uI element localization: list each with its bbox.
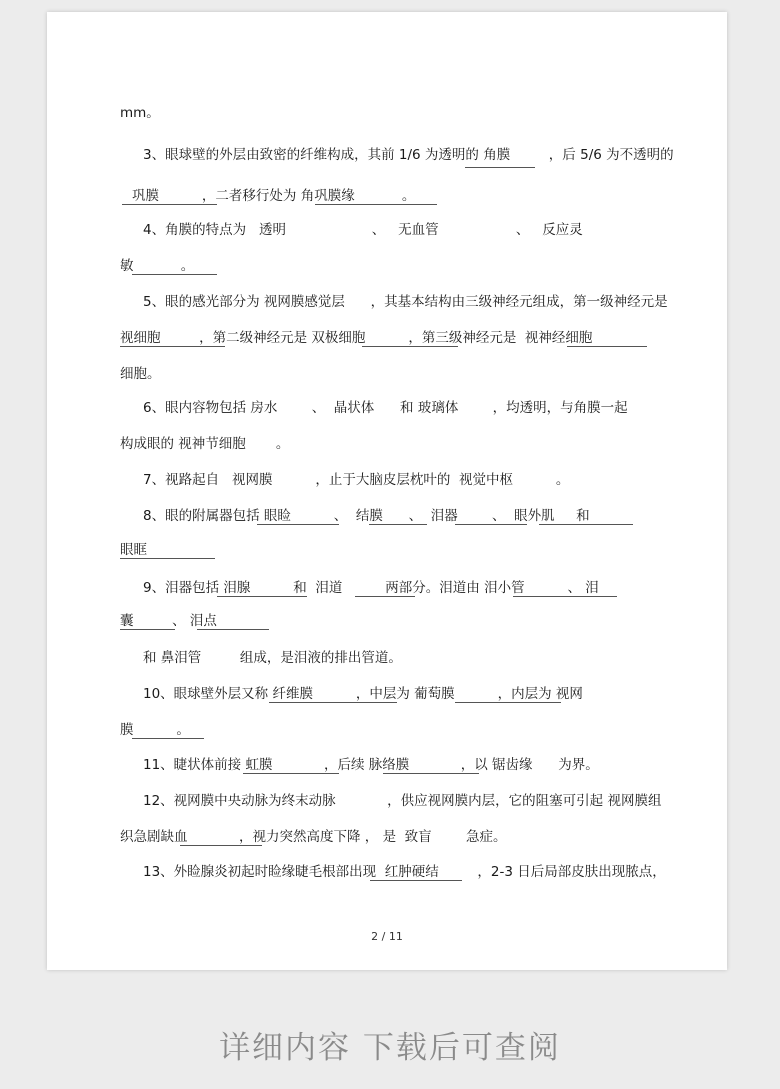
blank-underline	[455, 524, 527, 525]
blank-underline	[455, 702, 561, 703]
text-line: 敏 。	[120, 258, 195, 274]
blank-underline	[180, 845, 262, 846]
blank-underline	[257, 524, 339, 525]
blank-underline	[122, 204, 217, 205]
blank-underline	[369, 524, 427, 525]
blank-underline	[132, 738, 204, 739]
text-line: 和 鼻泪管 组成，是泪液的排出管道。	[143, 650, 402, 666]
text-line: 巩膜 ，二者移行处为 角巩膜缘 。	[132, 188, 416, 204]
text-line: 眼眶	[120, 542, 147, 558]
text-line: 3、眼球壁的外层由致密的纤维构成，其前 1/6 为透明的 角膜 ，后 5/6 为不透明的	[143, 147, 674, 163]
page-number: 2 / 11	[371, 930, 403, 943]
text-line: 6、眼内容物包括 房水 、 晶状体 和 玻璃体 ，均透明，与角膜一起	[143, 400, 628, 416]
footer-caption: 详细内容 下载后可查阅	[219, 1030, 561, 1066]
text-line: 9、泪器包括 泪腺 和 泪道 两部分。泪道由 泪小管 、 泪	[143, 580, 599, 596]
text-line: mm。	[120, 105, 160, 121]
blank-underline	[370, 880, 462, 881]
text-line: 囊 、 泪点	[120, 613, 217, 629]
blank-underline	[132, 274, 217, 275]
document-page	[47, 12, 727, 970]
text-line: 细胞。	[120, 366, 161, 382]
blank-underline	[539, 524, 633, 525]
blank-underline	[355, 596, 415, 597]
text-line: 11、睫状体前接 虹膜 ，后续 脉络膜 ，以 锯齿缘 为界。	[143, 757, 599, 773]
text-line: 5、眼的感光部分为 视网膜感觉层 ，其基本结构由三级神经元组成，第一级神经元是	[143, 294, 668, 310]
text-line: 8、眼的附属器包括 眼睑 、 结膜 、 泪器 、 眼外肌 和	[143, 508, 590, 524]
text-line: 膜 。	[120, 722, 190, 738]
text-line: 构成眼的 视神节细胞 。	[120, 436, 290, 452]
blank-underline	[120, 558, 215, 559]
blank-underline	[217, 596, 307, 597]
blank-underline	[243, 773, 339, 774]
blank-underline	[383, 773, 479, 774]
blank-underline	[120, 629, 175, 630]
text-line: 视细胞 ，第二级神经元是 双极细胞 ，第三级神经元是 视神经细胞	[120, 330, 593, 346]
blank-underline	[362, 346, 458, 347]
blank-underline	[269, 702, 397, 703]
blank-underline	[567, 346, 647, 347]
text-line: 13、外睑腺炎初起时睑缘睫毛根部出现 红肿硬结 ，2-3 日后局部皮肤出现脓点，	[143, 864, 666, 880]
blank-underline	[197, 629, 269, 630]
text-line: 7、视路起自 视网膜 ，止于大脑皮层枕叶的 视觉中枢 。	[143, 472, 570, 488]
text-line: 织急剧缺血 ，视力突然高度下降 ， 是 致盲 急症。	[120, 829, 507, 845]
text-line: 10、眼球壁外层又称 纤维膜 ，中层为 葡萄膜 ，内层为 视网	[143, 686, 583, 702]
blank-underline	[120, 346, 225, 347]
text-line: 12、视网膜中央动脉为终末动脉 ，供应视网膜内层，它的阻塞可引起 视网膜组	[143, 793, 662, 809]
blank-underline	[465, 167, 535, 168]
blank-underline	[513, 596, 617, 597]
text-line: 4、角膜的特点为 透明 、 无血管 、 反应灵	[143, 222, 583, 238]
blank-underline	[315, 204, 437, 205]
